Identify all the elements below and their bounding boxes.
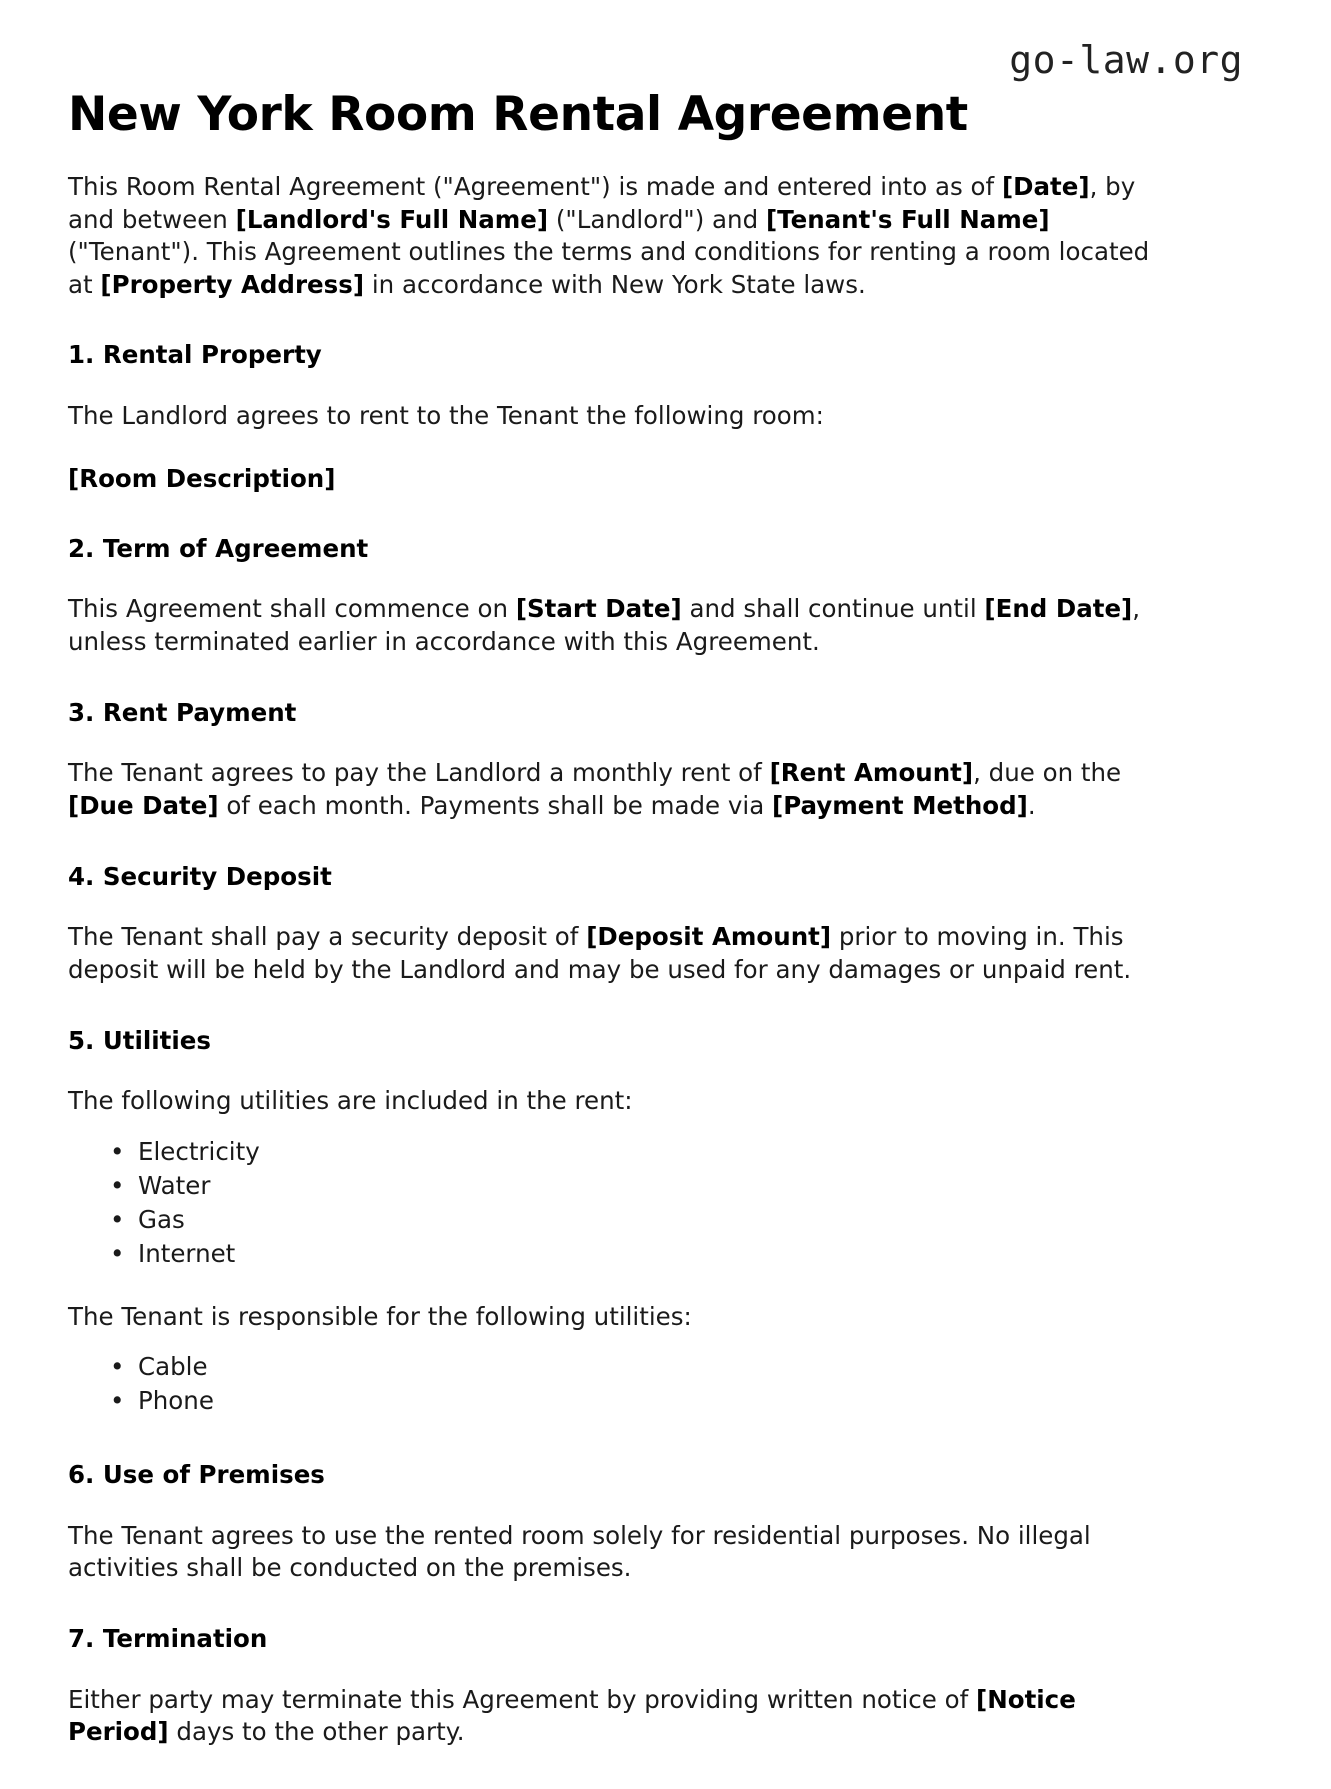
section-body-use-of-premises: The Tenant agrees to use the rented room solely for residential purposes. No illegal activities shall be conducted on the premises. <box>68 1520 1091 1583</box>
field-date: [Date] <box>1001 172 1090 202</box>
list-item: • Phone <box>138 1387 1241 1421</box>
utilities-included-intro: The following utilities are included in the rent: <box>68 1086 633 1116</box>
utilities-tenant-intro: The Tenant is responsible for the following utilities: <box>68 1301 692 1331</box>
field-tenant-name: [Tenant's Full Name] <box>765 204 1050 234</box>
rent-text-1: The Tenant agrees to pay the Landlord a monthly rent of <box>68 758 770 788</box>
intro-text-2: , by and between <box>68 172 1136 234</box>
intro-text-5: in accordance with New York State laws. <box>364 269 866 299</box>
rent-text-4: . <box>1027 791 1036 821</box>
list-item: • Water <box>138 1172 1241 1206</box>
section-heading-rent-payment: 3. Rent Payment <box>68 697 297 727</box>
field-end-date: [End Date] <box>984 594 1133 624</box>
field-notice-period: [Notice Period] <box>68 1684 1076 1747</box>
deposit-text-1: The Tenant shall pay a security deposit of <box>68 922 587 952</box>
section-heading-termination: 7. Termination <box>68 1624 268 1654</box>
utilities-included-list <box>68 1138 1241 1274</box>
termination-text-1: Either party may terminate this Agreement by providing written notice of <box>68 1684 977 1714</box>
list-item: • Cable <box>138 1353 1241 1387</box>
section-body-term-of-agreement <box>68 593 1168 658</box>
section-body-rental-property: The Landlord agrees to rent to the Tenant the following room: <box>68 401 824 431</box>
termination-text-2: days to the other party. <box>168 1717 465 1747</box>
list-item: • Gas <box>138 1206 1241 1240</box>
section-heading-utilities: 5. Utilities <box>68 1025 211 1055</box>
intro-text-3: ("Landlord") and <box>548 204 766 234</box>
field-deposit-amount: [Deposit Amount] <box>586 922 832 952</box>
intro-text-4: ("Tenant"). This Agreement outlines the terms and conditions for renting a room located at <box>68 237 1150 299</box>
section-heading-use-of-premises: 6. Use of Premises <box>68 1460 325 1490</box>
intro-paragraph <box>68 171 1168 301</box>
field-due-date: [Due Date] <box>68 791 219 821</box>
list-item: • Internet <box>138 1240 1241 1274</box>
site-watermark: go-law.org <box>1009 38 1243 82</box>
section-heading-security-deposit: 4. Security Deposit <box>68 861 332 891</box>
field-room-description: [Room Description] <box>68 463 336 493</box>
section-body-security-deposit <box>68 921 1168 986</box>
section-body-termination <box>68 1684 1168 1749</box>
field-landlord-name: [Landlord's Full Name] <box>235 204 549 234</box>
utilities-tenant-list <box>68 1353 1241 1421</box>
rent-text-3: of each month. Payments shall be made via <box>218 791 773 821</box>
field-start-date: [Start Date] <box>515 594 682 624</box>
term-text-2: and shall continue until <box>681 594 985 624</box>
deposit-text-2: prior to moving in. This deposit will be held by the Landlord and may be used for any damages or unpaid rent. <box>68 922 1132 985</box>
term-text-1: This Agreement shall commence on <box>68 594 516 624</box>
rent-text-2: , due on the <box>973 758 1122 788</box>
field-rent-amount: [Rent Amount] <box>769 758 974 788</box>
section-heading-rental-property: 1. Rental Property <box>68 340 322 370</box>
field-property-address: [Property Address] <box>100 269 365 299</box>
intro-text-1: This Room Rental Agreement ("Agreement") is made and entered into as of <box>68 172 1002 202</box>
section-heading-term-of-agreement: 2. Term of Agreement <box>68 533 369 563</box>
term-text-3: , unless terminated earlier in accordance with this Agreement. <box>68 594 1141 657</box>
field-payment-method: [Payment Method] <box>772 791 1028 821</box>
page-title: New York Room Rental Agreement <box>68 87 968 142</box>
list-item: • Electricity <box>138 1138 1241 1172</box>
section-body-rent-payment <box>68 757 1168 822</box>
